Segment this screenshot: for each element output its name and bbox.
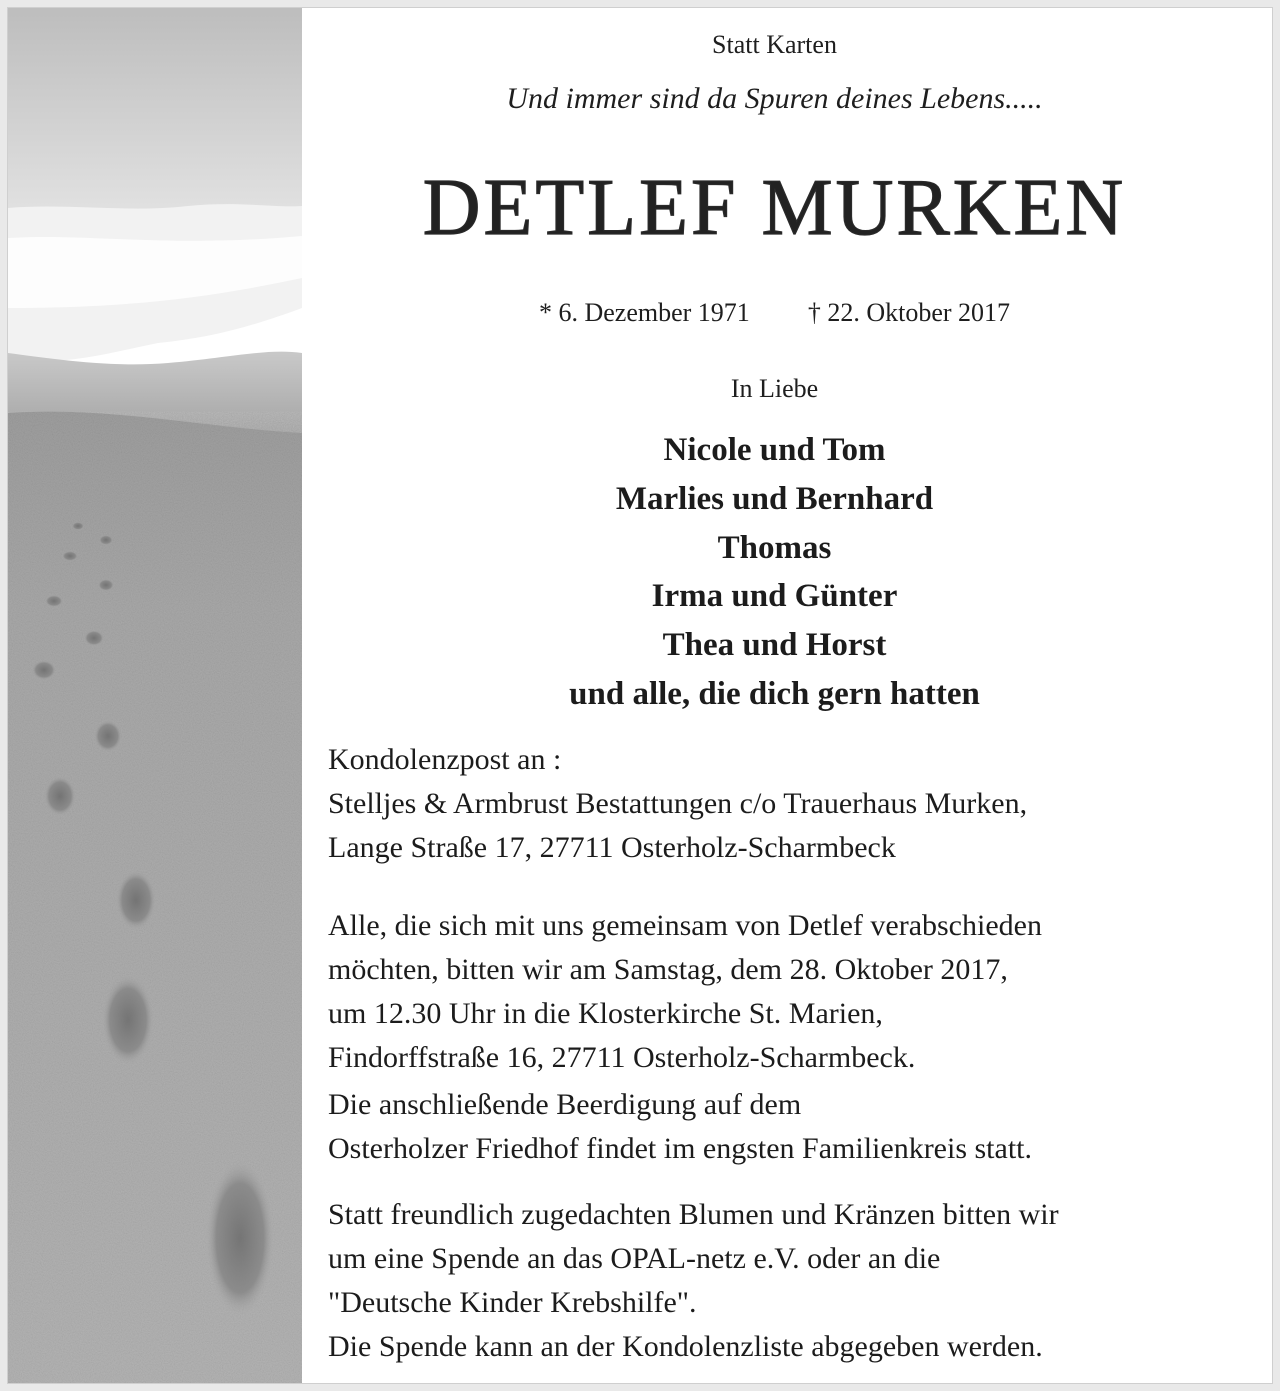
birth-date: * 6. Dezember 1971 [538,298,750,327]
service-info [328,904,1248,1080]
in-liebe-label: In Liebe [730,374,819,403]
life-dates [302,298,1247,328]
service-line: Findorffstraße 16, 27711 Osterholz-Scharmbeck. [328,1041,916,1074]
motto-line: Und immer sind da Spuren deines Lebens..... [506,82,1043,115]
mourner-line: Irma und Günter [651,578,898,615]
service-line: um 12.30 Uhr in die Klosterkirche St. Marien, [328,997,883,1030]
obituary-text [302,8,1273,1384]
donation-line: um eine Spende an das OPAL-netz e.V. oder an die [328,1242,941,1275]
mourner-line: und alle, die dich gern hatten [569,675,980,712]
condolence-line: Stelljes & Armbrust Bestattungen c/o Trauerhaus Murken, [328,787,1028,820]
donation-line: Statt freundlich zugedachten Blumen und Kränzen bitten wir [328,1198,1059,1231]
service-line: Alle, die sich mit uns gemeinsam von Detlef verabschieden [328,909,1042,942]
death-date: † 22. Oktober 2017 [807,298,1011,327]
beach-footprints-image [8,8,302,1384]
statt-karten-label: Statt Karten [712,30,837,59]
obituary-card [7,7,1273,1384]
donation-line: Die Spende kann an der Kondolenzliste abgegeben werden. [328,1330,1043,1363]
mourner-line: Thomas [717,529,832,566]
mourner-line: Nicole und Tom [663,432,886,468]
condolence-address [328,738,1248,870]
burial-line: Osterholzer Friedhof findet im engsten Familienkreis statt. [328,1132,1033,1165]
mourners-list [302,426,1247,719]
service-line: möchten, bitten wir am Samstag, dem 28. Oktober 2017, [328,953,1008,986]
donation-info [328,1193,1248,1369]
condolence-line: Lange Straße 17, 27711 Osterholz-Scharmbeck [328,831,896,864]
donation-line: "Deutsche Kinder Krebshilfe". [328,1286,697,1319]
mourner-line: Marlies und Bernhard [615,480,934,517]
deceased-name: DETLEF MURKEN [422,164,1127,252]
mourner-line: Thea und Horst [662,627,887,664]
burial-line: Die anschließende Beerdigung auf dem [328,1088,802,1121]
beach-footprints-picture [8,8,302,1384]
condolence-line: Kondolenzpost an : [328,743,562,776]
burial-info [328,1083,1248,1171]
